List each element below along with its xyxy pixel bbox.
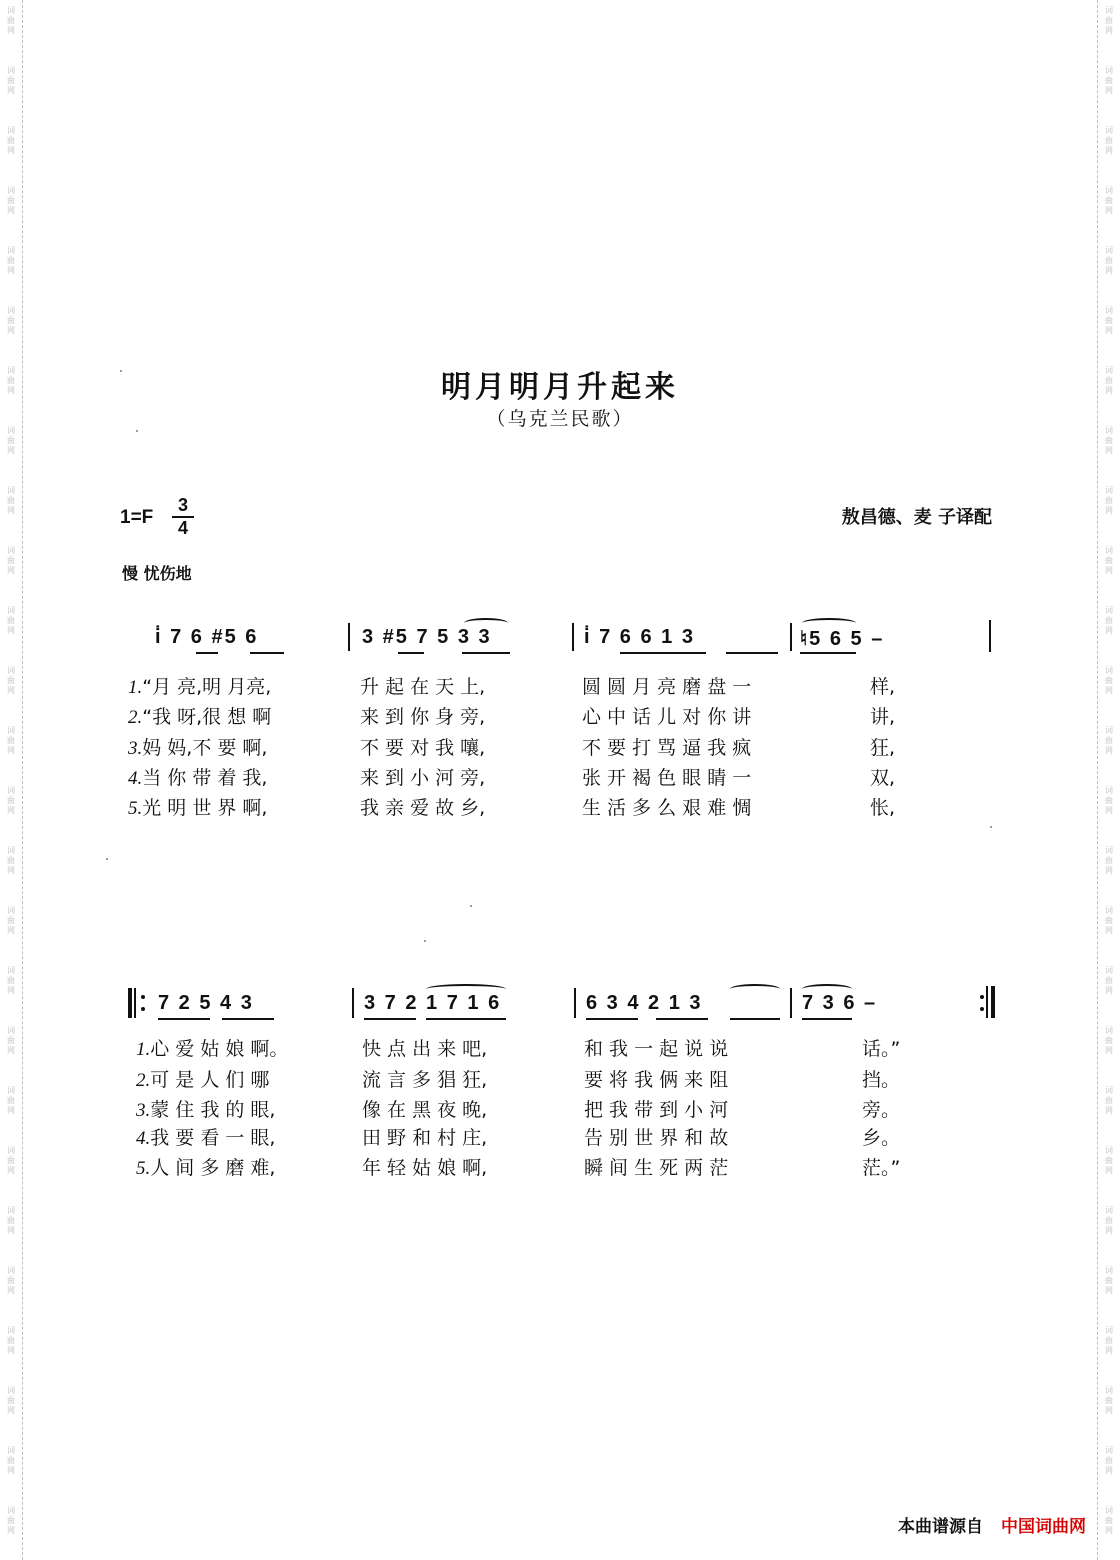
lyric-phrase: 不 要 对 我 嚷,	[360, 737, 486, 759]
verse-line	[128, 793, 267, 820]
lyric-phrase: 年 轻 姑 娘 啊,	[362, 1157, 488, 1179]
lyric-phrase: 不 要 打 骂 逼 我 疯	[582, 737, 752, 759]
watermark-text: 词 曲 网	[7, 726, 15, 755]
repeat-start-barline	[128, 988, 132, 1018]
watermark-text: 词 曲 网	[7, 1086, 15, 1115]
repeat-dot	[980, 1007, 984, 1011]
verse-line	[136, 1123, 275, 1150]
watermark-text: 词 曲 网	[7, 186, 15, 215]
beam-underline	[364, 1018, 416, 1020]
barline	[790, 988, 792, 1018]
watermark-text: 词 曲 网	[1105, 906, 1113, 935]
verse-number: 3.	[136, 1100, 151, 1121]
left-margin-strip	[0, 0, 23, 1560]
watermark-text: 词 曲 网	[1105, 1086, 1113, 1115]
watermark-text: 词 曲 网	[7, 906, 15, 935]
watermark-text: 词 曲 网	[7, 1026, 15, 1055]
watermark-text: 词 曲 网	[1105, 486, 1113, 515]
barline	[352, 988, 354, 1018]
end-barline	[989, 620, 991, 652]
watermark-text: 词 曲 网	[1105, 306, 1113, 335]
verse-number: 2.	[128, 707, 143, 728]
lyric-phrase: 心 爱 姑 娘 啊。	[150, 1038, 289, 1060]
watermark-text: 词 曲 网	[7, 1506, 15, 1535]
translator-credit: 敖昌德、麦 子译配	[841, 507, 992, 528]
beam-underline	[656, 1018, 708, 1020]
watermark-text: 词 曲 网	[1105, 1206, 1113, 1235]
measure-notes: i̇ 7 6 #5 6	[155, 626, 259, 648]
watermark-text: 词 曲 网	[1105, 1146, 1113, 1175]
lyric-phrase: 狂,	[870, 737, 896, 759]
slur-mark	[802, 984, 852, 994]
watermark-text: 词 曲 网	[1105, 366, 1113, 395]
barline	[790, 623, 792, 651]
lyric-phrase: 来 到 小 河 旁,	[360, 767, 486, 789]
time-signature-top: 3	[177, 495, 188, 515]
watermark-text: 词 曲 网	[7, 66, 15, 95]
barline	[348, 623, 350, 651]
measure-notes: i̇ 7 6 6 1 3	[584, 626, 695, 648]
repeat-end-barline	[991, 986, 995, 1018]
watermark-text: 词 曲 网	[7, 546, 15, 575]
lyric-phrase: 样,	[870, 676, 896, 698]
beam-underline	[620, 652, 706, 654]
verse-line	[136, 1095, 275, 1122]
song-subtitle: （乌克兰民歌）	[486, 408, 634, 430]
beam-underline	[730, 1018, 780, 1020]
lyric-phrase: 怅,	[870, 797, 896, 819]
measure-notes: 6 3 4 2 1 3	[586, 992, 703, 1014]
time-signature	[172, 496, 194, 538]
measure-notes: ♮5 6 5 –	[800, 628, 885, 650]
watermark-text: 词 曲 网	[1105, 186, 1113, 215]
lyric-phrase: 要 将 我 俩 来 阻	[584, 1069, 729, 1091]
watermark-text: 词 曲 网	[1105, 1386, 1113, 1415]
verse-number: 3.	[128, 738, 143, 759]
song-title: 明月明月升起来	[441, 370, 679, 405]
scan-speck	[120, 370, 122, 372]
lyric-phrase: 茫。”	[862, 1157, 901, 1179]
lyric-phrase: 可 是 人 们 哪	[150, 1069, 270, 1091]
watermark-text: 词 曲 网	[7, 966, 15, 995]
lyric-phrase: 旁。	[862, 1099, 901, 1121]
watermark-text: 词 曲 网	[1105, 666, 1113, 695]
repeat-dot	[141, 1007, 145, 1011]
lyric-phrase: 乡。	[862, 1127, 901, 1149]
watermark-text: 词 曲 网	[7, 1326, 15, 1355]
lyric-phrase: 瞬 间 生 死 两 茫	[584, 1157, 729, 1179]
watermark-text: 词 曲 网	[1105, 606, 1113, 635]
lyric-phrase: 话。”	[862, 1038, 901, 1060]
verse-number: 5.	[136, 1158, 151, 1179]
lyric-phrase: “月 亮,明 月亮,	[142, 676, 272, 698]
lyric-phrase: 人 间 多 磨 难,	[150, 1157, 276, 1179]
verse-line	[128, 702, 271, 729]
scan-speck	[106, 858, 108, 860]
verse-line	[136, 1034, 288, 1061]
lyric-phrase: 我 亲 爱 故 乡,	[360, 797, 486, 819]
beam-underline	[158, 1018, 210, 1020]
lyric-phrase: 讲,	[870, 706, 896, 728]
lyric-phrase: 挡。	[862, 1069, 901, 1091]
beam-underline	[726, 652, 778, 654]
watermark-text: 词 曲 网	[1105, 6, 1113, 35]
measure-notes: 3 #5 7 5 3 3	[362, 626, 492, 648]
watermark-text: 词 曲 网	[7, 366, 15, 395]
footer-brand-link[interactable]: 中国词曲网	[1001, 1517, 1086, 1537]
verse-line	[128, 763, 267, 790]
watermark-text: 词 曲 网	[1105, 786, 1113, 815]
lyric-phrase: 光 明 世 界 啊,	[142, 797, 268, 819]
lyric-phrase: 像 在 黑 夜 晚,	[362, 1099, 488, 1121]
tempo-marking: 慢 忧伤地	[122, 564, 192, 583]
watermark-text: 词 曲 网	[7, 1386, 15, 1415]
watermark-text: 词 曲 网	[7, 606, 15, 635]
watermark-text: 词 曲 网	[7, 1266, 15, 1295]
barline	[572, 623, 574, 651]
beam-underline	[250, 652, 284, 654]
lyric-phrase: 流 言 多 猖 狂,	[362, 1069, 488, 1091]
watermark-text: 词 曲 网	[7, 1206, 15, 1235]
lyric-phrase: 和 我 一 起 说 说	[584, 1038, 729, 1060]
verse-number: 1.	[136, 1039, 151, 1060]
verse-line	[128, 733, 267, 760]
lyric-phrase: 双,	[870, 767, 896, 789]
watermark-text: 词 曲 网	[7, 846, 15, 875]
watermark-text: 词 曲 网	[1105, 1446, 1113, 1475]
beam-underline	[802, 1018, 852, 1020]
watermark-text: 词 曲 网	[7, 1446, 15, 1475]
lyric-phrase: 妈 妈,不 要 啊,	[142, 737, 268, 759]
watermark-text: 词 曲 网	[1105, 1026, 1113, 1055]
beam-underline	[462, 652, 510, 654]
verse-number: 5.	[128, 798, 143, 819]
beam-underline	[800, 652, 856, 654]
scan-speck	[424, 940, 426, 942]
watermark-text: 词 曲 网	[1105, 66, 1113, 95]
scan-speck	[470, 905, 472, 907]
barline	[574, 988, 576, 1018]
verse-line	[136, 1065, 269, 1092]
repeat-dot	[980, 995, 984, 999]
slur-mark	[464, 618, 508, 628]
lyric-phrase: 我 要 看 一 眼,	[150, 1127, 276, 1149]
lyric-phrase: 张 开 褐 色 眼 睛 一	[582, 767, 752, 789]
watermark-text: 词 曲 网	[7, 1146, 15, 1175]
page-footer	[898, 1512, 1086, 1537]
watermark-text: 词 曲 网	[7, 666, 15, 695]
beam-underline	[222, 1018, 274, 1020]
lyric-phrase: 快 点 出 来 吧,	[362, 1038, 488, 1060]
watermark-text: 词 曲 网	[7, 126, 15, 155]
lyric-phrase: 升 起 在 天 上,	[360, 676, 486, 698]
beam-underline	[398, 652, 424, 654]
lyric-phrase: 心 中 话 儿 对 你 讲	[582, 706, 752, 728]
repeat-end-thin	[986, 986, 988, 1018]
repeat-start-thin	[134, 988, 136, 1018]
beam-underline	[586, 1018, 638, 1020]
watermark-text: 词 曲 网	[1105, 1326, 1113, 1355]
slur-mark	[730, 984, 780, 994]
key-signature: 1=F	[120, 507, 154, 528]
lyric-phrase: 生 活 多 么 艰 难 惆	[582, 797, 752, 819]
watermark-text: 词 曲 网	[7, 786, 15, 815]
beam-underline	[426, 1018, 506, 1020]
watermark-text: 词 曲 网	[1105, 246, 1113, 275]
time-signature-bottom: 4	[177, 518, 188, 538]
slur-mark	[802, 618, 856, 628]
measure-notes: 7 2 5 4 3	[158, 992, 254, 1014]
verse-number: 4.	[136, 1128, 151, 1149]
watermark-text: 词 曲 网	[1105, 426, 1113, 455]
watermark-text: 词 曲 网	[1105, 1506, 1113, 1535]
watermark-text: 词 曲 网	[1105, 966, 1113, 995]
beam-underline	[196, 652, 218, 654]
measure-notes: 7 3 6 –	[802, 992, 878, 1014]
watermark-text: 词 曲 网	[7, 426, 15, 455]
lyric-phrase: 蒙 住 我 的 眼,	[150, 1099, 276, 1121]
lyric-phrase: 圆 圆 月 亮 磨 盘 一	[582, 676, 752, 698]
watermark-text: 词 曲 网	[1105, 846, 1113, 875]
lyric-phrase: 田 野 和 村 庄,	[362, 1127, 488, 1149]
lyric-phrase: “我 呀,很 想 啊	[142, 706, 272, 728]
watermark-text: 词 曲 网	[7, 246, 15, 275]
lyric-phrase: 来 到 你 身 旁,	[360, 706, 486, 728]
scan-speck	[136, 430, 138, 432]
repeat-dot	[141, 995, 145, 999]
watermark-text: 词 曲 网	[7, 306, 15, 335]
lyric-phrase: 当 你 带 着 我,	[142, 767, 268, 789]
scan-speck	[990, 826, 992, 828]
verse-line	[128, 672, 271, 699]
verse-number: 2.	[136, 1070, 151, 1091]
verse-number: 1.	[128, 677, 143, 698]
watermark-text: 词 曲 网	[7, 486, 15, 515]
slur-mark	[426, 984, 506, 994]
watermark-text: 词 曲 网	[7, 6, 15, 35]
lyric-phrase: 把 我 带 到 小 河	[584, 1099, 729, 1121]
verse-line	[136, 1153, 275, 1180]
watermark-text: 词 曲 网	[1105, 546, 1113, 575]
lyric-phrase: 告 别 世 界 和 故	[584, 1127, 729, 1149]
watermark-text: 词 曲 网	[1105, 126, 1113, 155]
right-margin-strip	[1097, 0, 1120, 1560]
watermark-text: 词 曲 网	[1105, 1266, 1113, 1295]
verse-number: 4.	[128, 768, 143, 789]
measure-notes: 3 7 2 1 7 1 6	[364, 992, 502, 1014]
watermark-text: 词 曲 网	[1105, 726, 1113, 755]
footer-source-text: 本曲谱源自	[898, 1517, 983, 1537]
